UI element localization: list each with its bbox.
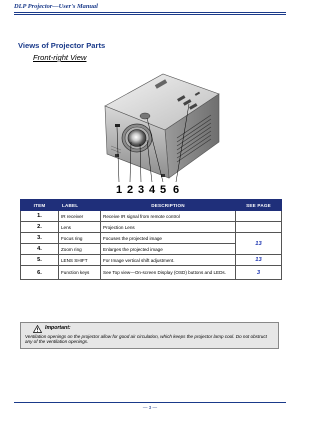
note-title: Important: [45, 325, 71, 332]
callout-5: 5 [159, 184, 167, 196]
row-description: For Image vertical shift adjustment. [101, 255, 236, 266]
row-item: 2. [21, 222, 59, 233]
row-description: Enlarges the projected image [101, 244, 236, 255]
table-header-row [21, 200, 282, 211]
row-label: IR receiver [59, 211, 101, 222]
row-page-link[interactable]: 13 [236, 255, 282, 266]
row-label: LENS SHIFT [59, 255, 101, 266]
col-header-see-page: SEE PAGE [236, 200, 282, 211]
row-item: 4. [21, 244, 59, 255]
row-item: 6. [21, 266, 59, 280]
projector-illustration [85, 64, 225, 196]
projector-drawing [85, 64, 225, 196]
lens-shift-dial [140, 113, 150, 119]
row-page-link[interactable]: 3 [236, 266, 282, 280]
row-item: 5. [21, 255, 59, 266]
callout-4: 4 [148, 184, 156, 196]
note-body: Ventilation openings on the projector allow for good air circulation, which keeps the projector lamp cool. Do not obstruct any of the ventilation openings. [25, 334, 267, 345]
row-page [236, 222, 282, 233]
footer-rule [14, 402, 286, 403]
col-header-item: ITEM [21, 200, 59, 211]
row-description: Receive IR signal from remote control [101, 211, 236, 222]
table-row [21, 266, 282, 280]
callout-3: 3 [137, 184, 145, 196]
row-page-link[interactable]: 13 [236, 233, 282, 255]
foot-left [115, 154, 119, 157]
callout-2: 2 [126, 184, 134, 196]
table-row [21, 233, 282, 244]
section-title: Views of Projector Parts [18, 41, 106, 50]
row-label: Function keys [59, 266, 101, 280]
projection-lens [128, 130, 146, 147]
row-label: Zoom ring [59, 244, 101, 255]
important-note [20, 322, 279, 349]
sub-title: Front-right View [33, 53, 87, 62]
header-rule [14, 12, 286, 13]
row-description: See Top view—On-screen Display (OSD) buttons and LEDs. [101, 266, 236, 280]
ir-receiver [115, 124, 120, 127]
col-header-label: LABEL [59, 200, 101, 211]
row-label: Focus ring [59, 233, 101, 244]
warning-icon [33, 325, 42, 333]
parts-table [20, 199, 282, 280]
row-page [236, 211, 282, 222]
table-row [21, 211, 282, 222]
row-label: Lens [59, 222, 101, 233]
callout-1: 1 [115, 184, 123, 196]
page-number: — 3 — [142, 405, 158, 410]
running-header: DLP Projector—User's Manual [14, 3, 98, 10]
row-description: Projection Lens [101, 222, 236, 233]
header-rule-thin [14, 14, 286, 15]
row-item: 1. [21, 211, 59, 222]
callout-6: 6 [172, 184, 180, 196]
row-item: 3. [21, 233, 59, 244]
col-header-description: DESCRIPTION [101, 200, 236, 211]
note-title-row [33, 325, 274, 333]
row-description: Focuses the projected image [101, 233, 236, 244]
table-row [21, 255, 282, 266]
table-row [21, 222, 282, 233]
